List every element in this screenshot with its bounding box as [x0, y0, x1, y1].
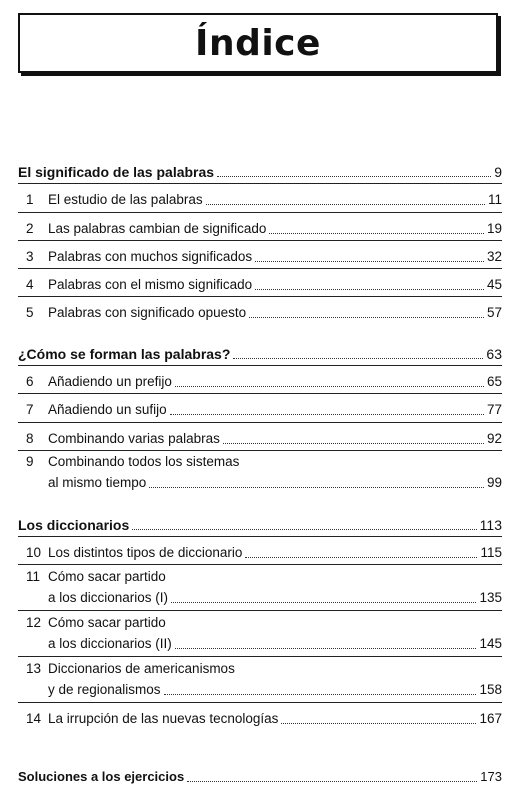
toc-item[interactable]: [26, 245, 502, 265]
chapter-number: 7: [26, 402, 34, 417]
page-number: 32: [486, 249, 502, 264]
chapter-number: 11: [26, 569, 41, 584]
page-number: 19: [486, 221, 502, 236]
chapter-title: El estudio de las palabras: [48, 192, 203, 207]
section-rule: [18, 536, 502, 537]
leader-dots: [132, 529, 476, 530]
page-number: 77: [486, 402, 502, 417]
leader-dots: [170, 414, 484, 415]
chapter-title: La irrupción de las nuevas tecnologías: [48, 711, 279, 726]
toc-item[interactable]: [26, 398, 502, 418]
toc-item[interactable]: [26, 471, 502, 491]
page-number: 158: [479, 682, 502, 697]
divider: [18, 268, 502, 269]
divider: [18, 393, 502, 394]
page-number: 135: [479, 590, 502, 605]
leader-dots: [269, 233, 484, 234]
chapter-title-line1: Cómo sacar partido: [48, 569, 166, 584]
section-rule: [18, 365, 502, 366]
chapter-title: Añadiendo un sufijo: [48, 402, 167, 417]
toc-item[interactable]: [26, 427, 502, 447]
chapter-title: Añadiendo un prefijo: [48, 374, 172, 389]
toc-item[interactable]: [26, 217, 502, 237]
leader-dots: [217, 176, 491, 177]
toc-item[interactable]: [26, 273, 502, 293]
leader-dots: [255, 261, 484, 262]
chapter-title: Combinando varias palabras: [48, 431, 220, 446]
section-rule: [18, 183, 502, 184]
section-title: ¿Cómo se forman las palabras?: [18, 346, 231, 362]
chapter-title: Las palabras cambian de significado: [48, 221, 267, 236]
page-number: 65: [486, 374, 502, 389]
chapter-number: 10: [26, 545, 42, 560]
chapter-title-line1: Cómo sacar partido: [48, 615, 166, 630]
leader-dots: [233, 358, 483, 359]
page-number: 145: [479, 636, 502, 651]
leader-dots: [149, 487, 484, 488]
page-number: 9: [494, 164, 502, 180]
chapter-title-line1: Diccionarios de americanismos: [48, 661, 235, 676]
toc-section-2[interactable]: [18, 342, 502, 362]
chapter-number: 6: [26, 374, 34, 389]
page-number: 45: [486, 277, 502, 292]
chapter-number: 13: [26, 661, 42, 676]
chapter-number: 12: [26, 615, 42, 630]
divider: [18, 610, 502, 611]
page-number: 173: [480, 769, 502, 784]
leader-dots: [245, 557, 477, 558]
chapter-title: al mismo tiempo: [48, 475, 147, 490]
chapter-number: 2: [26, 221, 34, 236]
chapter-number: 8: [26, 431, 34, 446]
toc-solutions[interactable]: [18, 765, 502, 785]
leader-dots: [171, 602, 476, 603]
chapter-number: 9: [26, 454, 34, 469]
chapter-title: Palabras con el mismo significado: [48, 277, 253, 292]
chapter-title: Palabras con significado opuesto: [48, 305, 247, 320]
page-number: 92: [486, 431, 502, 446]
chapter-number: 1: [26, 192, 34, 207]
page-number: 115: [480, 545, 502, 560]
chapter-number: 4: [26, 277, 34, 292]
chapter-title: a los diccionarios (I): [48, 590, 169, 605]
page-number: 167: [479, 711, 502, 726]
page-number: 63: [486, 346, 502, 362]
solutions-title: Soluciones a los ejercicios: [18, 769, 185, 784]
divider: [18, 296, 502, 297]
toc-item[interactable]: [26, 678, 502, 698]
chapter-title: y de regionalismos: [48, 682, 161, 697]
divider: [18, 422, 502, 423]
chapter-number: 5: [26, 305, 34, 320]
toc-section-3[interactable]: [18, 513, 502, 533]
toc-item[interactable]: [26, 707, 502, 727]
page-number: 113: [479, 517, 502, 533]
leader-dots: [255, 289, 484, 290]
leader-dots: [249, 317, 484, 318]
chapter-number: 3: [26, 249, 34, 264]
divider: [18, 564, 502, 565]
toc-item[interactable]: [26, 301, 502, 321]
toc-item[interactable]: [26, 370, 502, 390]
page-number: 99: [486, 475, 502, 490]
toc-section-1[interactable]: [18, 160, 502, 180]
section-title: Los diccionarios: [18, 517, 130, 533]
divider: [18, 450, 502, 451]
divider: [18, 240, 502, 241]
toc-item[interactable]: [26, 586, 502, 606]
leader-dots: [223, 443, 484, 444]
page-number: 57: [486, 305, 502, 320]
chapter-title-line1: Combinando todos los sistemas: [48, 454, 240, 469]
chapter-number: 14: [26, 711, 42, 726]
page-title: Índice: [195, 22, 321, 64]
divider: [18, 702, 502, 703]
leader-dots: [281, 723, 476, 724]
leader-dots: [175, 386, 484, 387]
chapter-title: Palabras con muchos significados: [48, 249, 253, 264]
divider: [18, 212, 502, 213]
toc-item[interactable]: [26, 188, 502, 208]
toc-item[interactable]: [26, 541, 502, 561]
leader-dots: [206, 204, 485, 205]
leader-dots: [164, 694, 477, 695]
chapter-title: Los distintos tipos de diccionario: [48, 545, 243, 560]
leader-dots: [175, 648, 477, 649]
toc-item[interactable]: [26, 632, 502, 652]
page-number: 11: [487, 192, 502, 207]
chapter-title: a los diccionarios (II): [48, 636, 172, 651]
divider: [18, 656, 502, 657]
leader-dots: [187, 781, 477, 782]
section-title: El significado de las palabras: [18, 164, 215, 180]
title-box: [18, 13, 498, 73]
